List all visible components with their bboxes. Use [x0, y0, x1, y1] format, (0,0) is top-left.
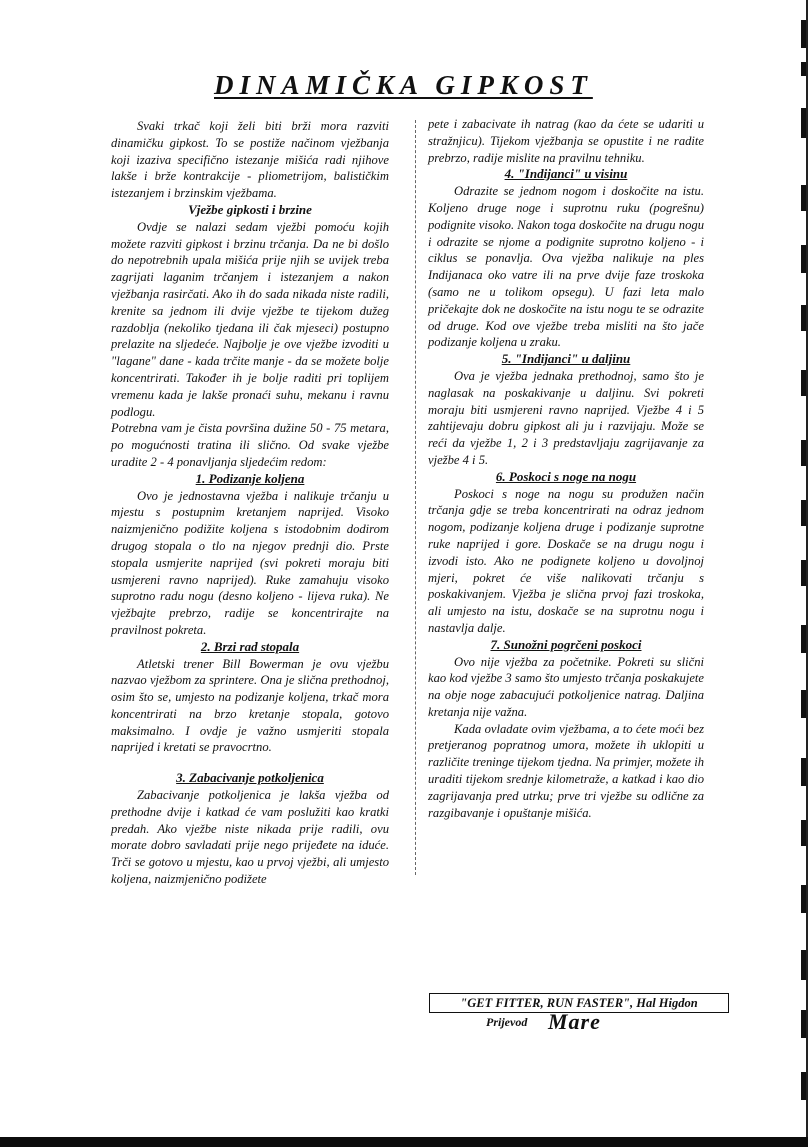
translator-label: Prijevod	[486, 1015, 528, 1029]
body-paragraph: pete i zabacivate ih natrag (kao da ćete se udariti u stražnjicu). Tijekom vježbanja se opustite i ne radite prebrzo, radije mislite na pravilnu tehniku.	[428, 117, 704, 165]
body-paragraph: Potrebna vam je čista površina dužine 50 - 75 metara, po mogućnosti tratina ili slično. Od svake vježbe uradite 2 - 4 ponavljanja sljedećim redom:	[111, 421, 389, 469]
body-paragraph: Zabacivanje potkoljenica je lakša vježba od prethodne dvije i katkad će vam poslužiti kao kratki predah. Ako vježbe niste nikada prije radili, ovu morate dobro savladati prije nego prijeđete na iduće. Trči se gotovo u mjestu, kao u prvoj vježbi, ali umjesto koljena, naizmjenično podižete	[111, 788, 389, 887]
body-paragraph: Atletski trener Bill Bowerman je ovu vježbu nazvao vježbom za sprintere. Ona je slična prethodnoj, osim što se, umjesto na podizanje koljena, trkač mora koncentrirati na brzo kretanje stopala, gotovo maksimalno. I ovdje je važno usmjeriti stopala naprijed i kretati se pravocrtno.	[111, 656, 389, 755]
body-paragraph: Ovdje se nalazi sedam vježbi pomoću kojih možete razviti gipkost i brzinu trčanja. Da ne bi došlo do nepotrebnih upala mišića prije njih se uvijek treba zagrijati laganim trčanjem i istezanjem a nakon vježbanja rasirčati. Ako ih do sada nikada niste radili, krenite sa jednom ili dvije vježbe te tijekom dužeg razdoblja (nekoliko tjedana ili čak mjeseci) postupno prelazite na sljedeće. Najbolje je ove vježbe izvoditi u "lagane" dane - kada trčite manje - da se možete bolje koncentrirati. Također ih je bolje raditi pri toplijem vremenu kada je lakše pronaći suhu, mekanu i ravnu podlogu.	[111, 219, 389, 419]
section-heading: 1. Podizanje koljena	[195, 470, 305, 486]
translator-signature: Mare	[548, 1009, 601, 1034]
body-paragraph: Kada ovladate ovim vježbama, a to ćete moći bez pretjeranog popratnog umora, možete ih uklopiti u različite treninge tijekom tjedna. Na primjer, možete ih uraditi tijekom srednje kilometraže, a katkad i kao dio zagrijavanja pred utrku; prve tri vježbe su odlične za razgibavanje i opuštanje mišića.	[428, 721, 704, 820]
body-paragraph: Ovo je jednostavna vježba i nalikuje trčanju u mjestu s postupnim kretanjem naprijed. Visoko naizmjenično podižite koljena s istodobnim dodirom drugog stopala o tlo na njegov prednji dio. Prste stopala usmjerite naprijed (svi pokreti moraju biti usmjereni ravno naprijed). Ruke zamahuju visoko suprotno radu nogu (desno koljeno - lijeva ruka). Ne vježbajte prebrzo, radije se koncentrirajte na pravilnost pokreta.	[111, 488, 389, 637]
left-column	[111, 118, 389, 888]
section-heading: 3. Zabacivanje potkoljenica	[176, 770, 324, 786]
section-heading: 4. "Indijanci" u visinu	[504, 166, 628, 182]
article-title: DINAMIČKA GIPKOST	[214, 70, 593, 100]
section-heading: 2. Brzi rad stopala	[200, 638, 300, 654]
body-paragraph: Ovo nije vježba za početnike. Pokreti su slični kao kod vježbe 3 samo što umjesto trčanja poskakujete na obje noge zabacujući potkoljenice natrag. Daljina kretanja nije važna.	[428, 654, 704, 719]
body-paragraph: Ova je vježba jednaka prethodnoj, samo što je naglasak na poskakivanje u daljinu. Svi pokreti moraju biti usmjereni ravno naprijed. Vježbe 4 i 5 zahtijevaju dobru gipkost ali ju i razvijaju. Može se reći da vježbe 1, 2 i 3 predstavljaju zagrijavanje za vježbe 4 i 5.	[428, 368, 704, 467]
scan-bottom-bar	[0, 1137, 808, 1147]
section-heading: 7. Sunožni pogrčeni poskoci	[490, 636, 642, 652]
section-heading: Vježbe gipkosti i brzine	[188, 201, 312, 217]
body-paragraph: Poskoci s noge na nogu su produžen način trčanja gdje se treba koncentrirati na odraz jednom nogom, podizanje koljena druge i podizanje suprotne ruke naprijed i gore. Doskače se na drugu nogu i izvodi isto. Ako ne podignete koljeno u dovoljnoj mjeri, pokret će više nalikovati trčanju s poskakivanjem. Vježba je slična prvoj fazi troskoka, ali umjesto na istu, doskače se na suprotnu nogu i nastavlja dalje.	[428, 486, 704, 635]
column-divider	[415, 120, 416, 875]
section-heading: 5. "Indijanci" u daljinu	[501, 351, 631, 367]
right-column	[428, 116, 704, 821]
paragraph-gap	[111, 756, 389, 770]
section-heading: 6. Poskoci s noge na nogu	[495, 468, 637, 484]
body-paragraph: Odrazite se jednom nogom i doskočite na istu. Koljeno druge noge i suprotnu ruku (pogrešnu) podignite visoko. Nakon toga doskočite na drugu nogu i odrazite se njome a podignite suprotno koljeno - i ciklus se ponavlja. Ova vježba nalikuje na ples Indijanaca oko vatre ili na prve dvije faze troskoka (samo ne u tolikom opsegu). U fazi leta malo pričekajte dok ne doskočite na istu nogu te se odrazite od druge. Kod ove vježbe treba misliti na što jače podizanje koljena u zraku.	[428, 184, 704, 350]
source-citation: "GET FITTER, RUN FASTER", Hal Higdon	[429, 993, 729, 1013]
body-paragraph: Svaki trkač koji želi biti brži mora razviti dinamičku gipkost. To se postiže načinom vježbanja koji izaziva specifično istezanje mišića radi njihove lakše i brže kontrakcije - pliometrijom, balističkim istezanjem i brzinskim vježbama.	[111, 119, 389, 201]
